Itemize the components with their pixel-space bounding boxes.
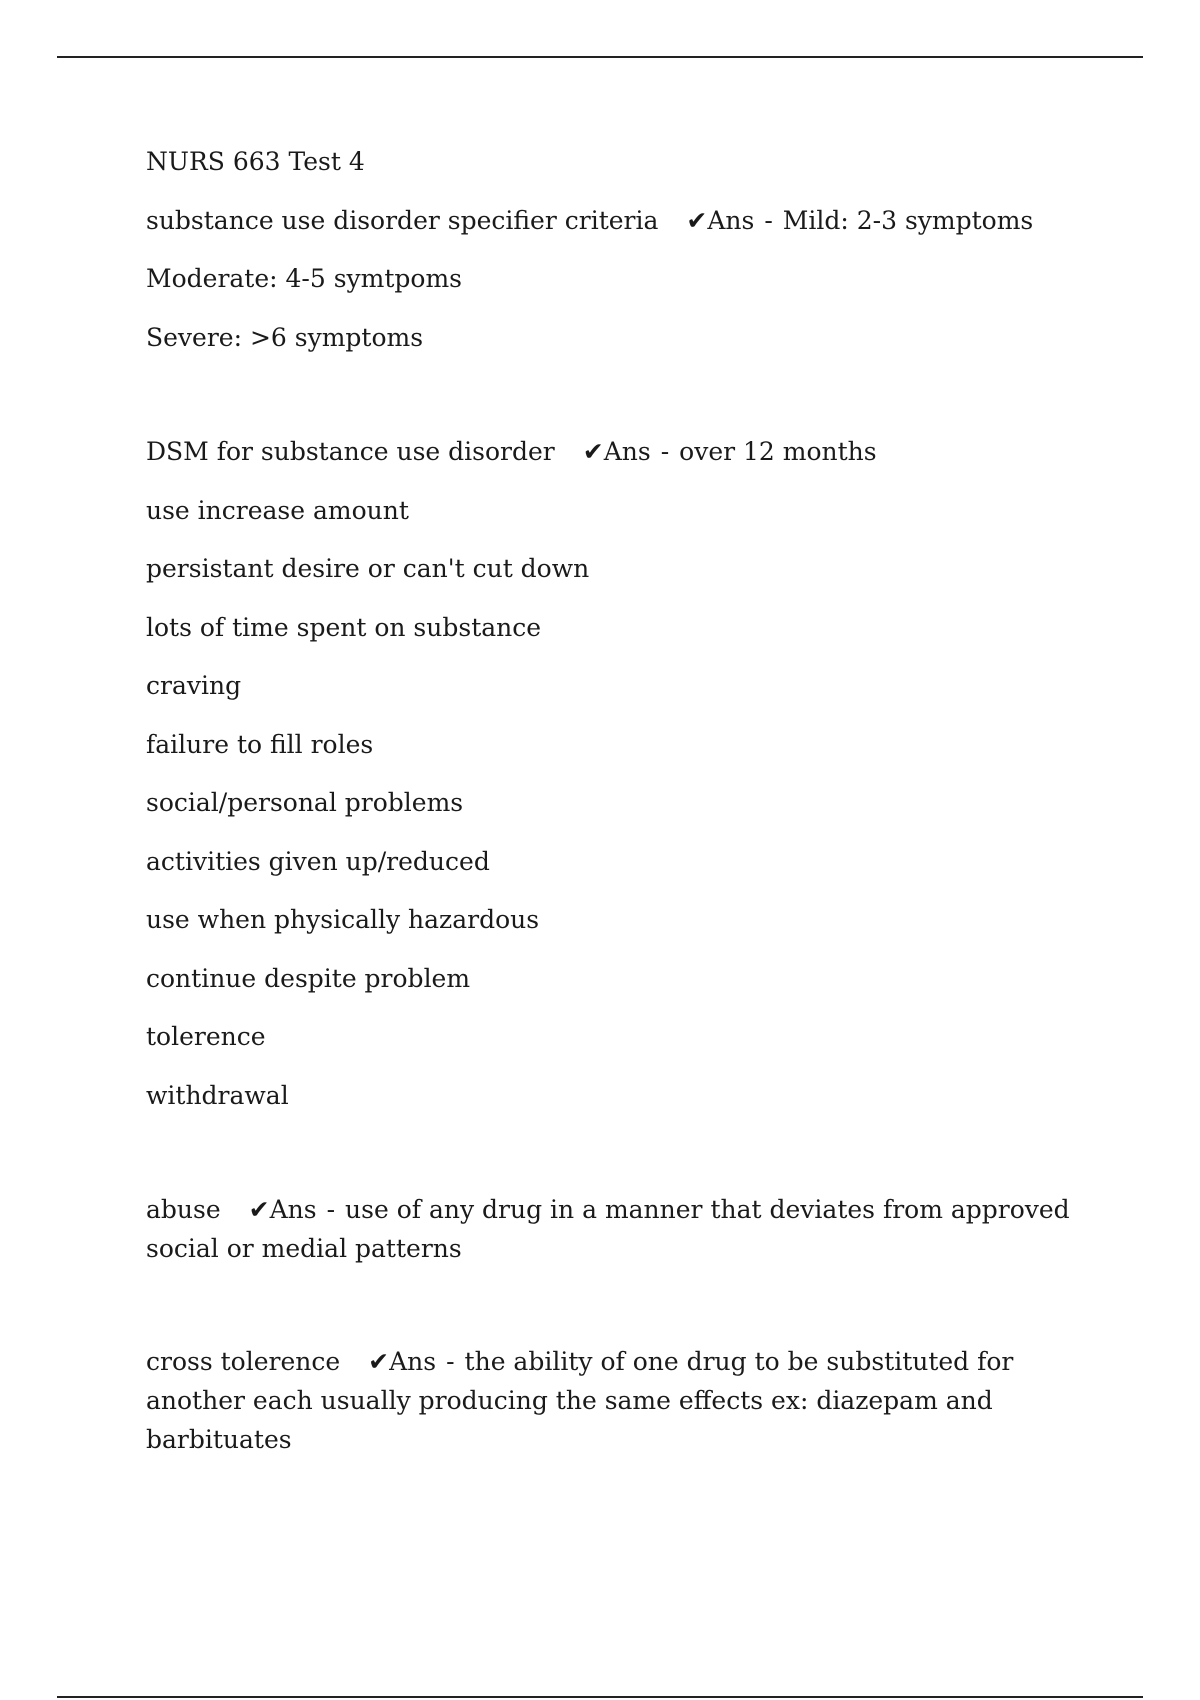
spacer: [146, 376, 1096, 432]
card-answer-line: failure to fill roles: [146, 729, 374, 759]
card-answer-line: Moderate: 4-5 symtpoms: [146, 264, 463, 293]
ans-label: Ans: [389, 1347, 437, 1376]
answer-dash: -: [764, 205, 773, 235]
card-term: cross tolerence: [146, 1347, 341, 1376]
answer-dash: -: [660, 437, 670, 466]
checkmark-icon: ✔: [686, 205, 708, 235]
card-answer-line: tolerence: [146, 1022, 266, 1051]
card-answer-line: continue despite problem: [146, 963, 471, 993]
document-body: [146, 142, 1096, 1459]
card-answer-line: persistant desire or can't cut down: [146, 554, 590, 583]
card-answer-first: over 12 months: [679, 437, 877, 466]
header-rule: [57, 56, 1143, 58]
card-question-row: [146, 201, 1096, 260]
card-answer-first: use of any drug in a manner that deviates from approved social or medial patterns: [146, 1195, 1070, 1263]
card-answer-first: the ability of one drug to be substituted for another each usually producing the same effects ex: diazepam and barbituates: [146, 1347, 1014, 1454]
card-term: substance use disorder specifier criteria: [146, 205, 659, 235]
spacer: [146, 1268, 1096, 1342]
footer-rule: [57, 1696, 1143, 1698]
answer-dash: -: [326, 1195, 336, 1224]
card-answer-line: withdrawal: [146, 1080, 289, 1110]
card-term: DSM for substance use disorder: [146, 437, 555, 466]
card-question-row: [146, 1190, 1096, 1268]
checkmark-icon: ✔: [582, 437, 604, 466]
card-answer-first: Mild: 2-3 symptoms: [782, 205, 1034, 235]
card-answer-line: lots of time spent on substance: [146, 612, 542, 642]
spacer: [146, 1134, 1096, 1190]
card-answer-line: craving: [146, 671, 242, 700]
card-term: abuse: [146, 1195, 221, 1224]
card-answer-line: social/personal problems: [146, 788, 464, 817]
document-title: NURS 663 Test 4: [146, 147, 365, 176]
card-answer-line: use increase amount: [146, 495, 409, 525]
ans-label: Ans: [603, 437, 651, 466]
ans-label: Ans: [269, 1195, 317, 1224]
checkmark-icon: ✔: [368, 1347, 390, 1376]
card-answer-line: Severe: >6 symptoms: [146, 322, 424, 352]
answer-dash: -: [446, 1347, 455, 1376]
card-answer-line: activities given up/reduced: [146, 846, 490, 876]
card-answer-line: use when physically hazardous: [146, 905, 540, 934]
ans-label: Ans: [707, 205, 755, 235]
card-question-row: [146, 1342, 1096, 1459]
checkmark-icon: ✔: [248, 1195, 270, 1224]
card-question-row: [146, 432, 1096, 491]
